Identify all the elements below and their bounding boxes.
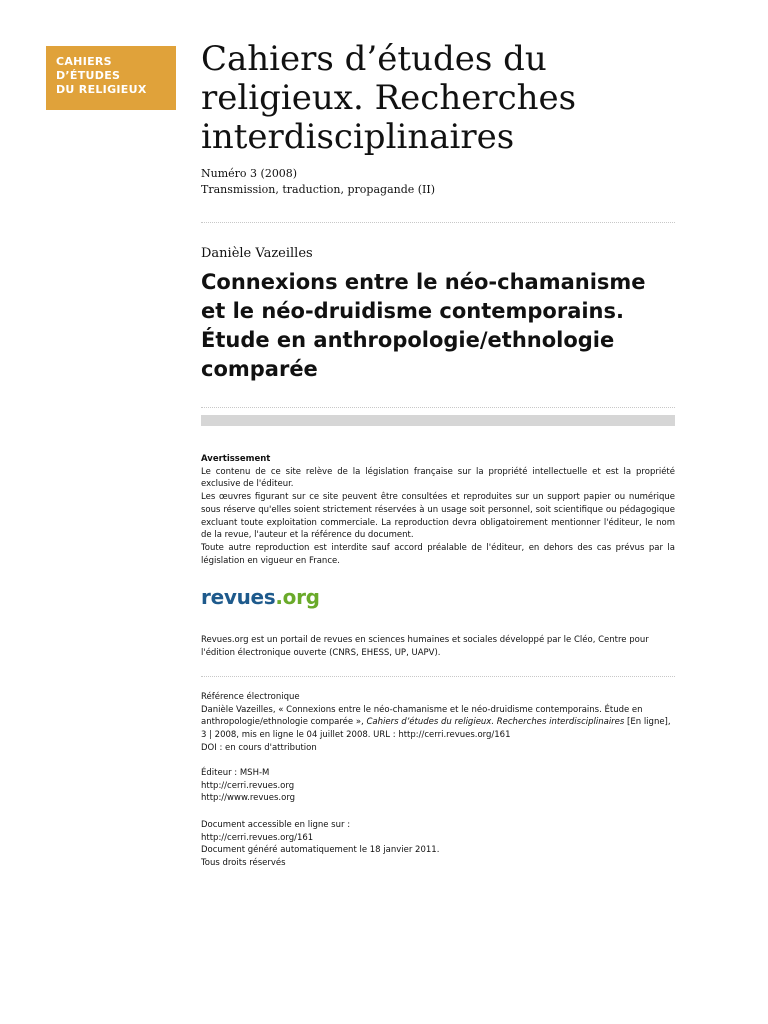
portal-description: Revues.org est un portail de revues en sciences humaines et sociales développé par le Cléo, Centre pour l'édition électronique ouverte (CNRS, EHESS, UP, UAPV). [201, 635, 649, 658]
article-title: Connexions entre le néo-chamanisme et le néo-druidisme contemporains. Étude en anthropologie/ethnologie comparée [201, 270, 646, 381]
revues-logo-part: revues [201, 585, 276, 609]
logo-line: DU RELIGIEUX [56, 83, 147, 96]
notice-heading: Avertissement [201, 454, 271, 464]
divider [201, 222, 675, 223]
gray-bar [201, 415, 675, 426]
journal-title: Cahiers d’études du religieux. Recherches interdisciplinaires [201, 39, 577, 157]
reference-doi: DOI : en cours d'attribution [201, 742, 317, 753]
electronic-reference [201, 691, 675, 755]
citation-journal: Cahiers d’études du religieux. Recherches interdisciplinaires [366, 717, 625, 728]
document-link[interactable]: http://cerri.revues.org/161 [201, 832, 314, 843]
journal-logo [46, 46, 176, 110]
issue-theme: Transmission, traduction, propagande (II) [201, 183, 436, 196]
notice-paragraph: Toute autre reproduction est interdite sauf accord préalable de l'éditeur, en dehors des cas prévus par la législation en vigueur en France. [201, 542, 675, 566]
access-info [201, 819, 675, 870]
divider [201, 407, 675, 408]
reference-citation [201, 704, 675, 742]
publisher-info [201, 767, 675, 805]
article-author: Danièle Vazeilles [201, 246, 313, 261]
logo-line: D’ÉTUDES [56, 69, 121, 82]
logo-line: CAHIERS [56, 55, 112, 68]
revues-logo-part: .org [275, 585, 320, 609]
reference-label: Référence électronique [201, 692, 300, 702]
publisher-link[interactable]: http://www.revues.org [201, 793, 296, 804]
revues-org-logo[interactable] [201, 585, 320, 609]
publisher-link[interactable]: http://cerri.revues.org [201, 780, 295, 791]
issue-number: Numéro 3 (2008) [201, 167, 298, 180]
citation-text: [En ligne], 3 | 2008, mis en ligne le 04 juillet 2008. URL : http://cerri.revues.org/161 [201, 717, 671, 741]
citation-text: Danièle Vazeilles, « Connexions entre le néo-chamanisme et le néo-druidisme contemporains. Étude en anthropologie/ethnologie comparée », [201, 704, 643, 728]
issue-info [201, 166, 681, 198]
access-label: Document accessible en ligne sur : [201, 820, 351, 830]
publisher-label: Éditeur : MSH-M [201, 768, 270, 778]
rights-note: Tous droits réservés [201, 858, 286, 869]
divider [201, 676, 675, 677]
notice-paragraph: Les œuvres figurant sur ce site peuvent être consultées et reproduites sur un support papier ou numérique sous réserve qu'elles soient strictement réservées à un usage soit personnel, soit scientifique ou pédagogique excluant toute exploitation commerciale. La reproduction devra obligatoirement mentionner l'éditeur, le nom de la revue, l'auteur et la référence du document. [201, 492, 675, 541]
legal-notice [201, 453, 675, 567]
generated-note: Document généré automatiquement le 18 janvier 2011. [201, 845, 440, 856]
notice-paragraph: Le contenu de ce site relève de la législation française sur la propriété intellectuelle et est la propriété exclusive de l'éditeur. [201, 466, 675, 490]
